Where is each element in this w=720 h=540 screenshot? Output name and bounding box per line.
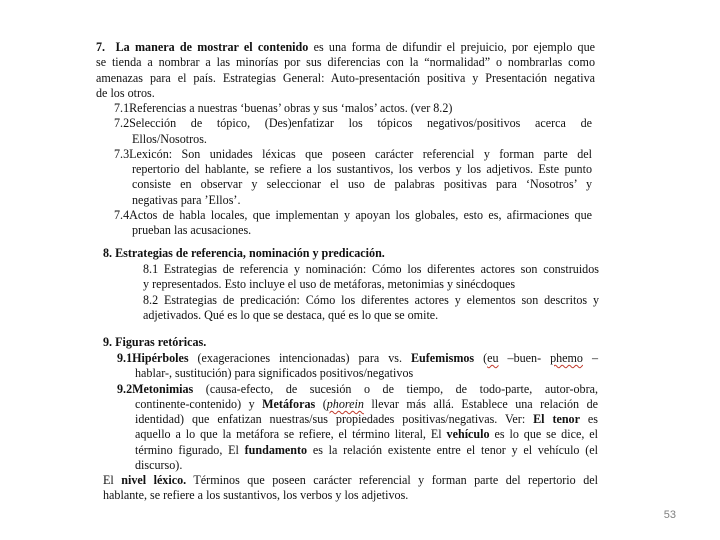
term-metaforas: Metáforas [262, 396, 316, 411]
s9-line4-b: ( [315, 396, 327, 411]
item-7-3-line4: negativas para ’Ellos’. [132, 192, 241, 207]
section-9 [103, 335, 595, 350]
nivel-line1-rest: Términos que poseen carácter referencial y forman parte del repertorio del [186, 473, 598, 487]
s9-line7-b: es la relación existente entre el tenor y el vehículo (el [307, 442, 598, 457]
s9-line4-c: llevar más allá. Establece una relación de [363, 396, 598, 411]
s9-line5 [117, 412, 598, 427]
word-phorein: phorein [326, 396, 364, 411]
s7-intro-rest: es una forma de difundir el prejuicio, por ejemplo que [308, 40, 596, 54]
s8-line2: y representados. Esto incluye el uso de metáforas, metonimias y sinécdoques [143, 277, 516, 292]
s9-line7 [117, 443, 598, 458]
term-eufemismos: Eufemismos [410, 351, 475, 365]
page-number: 53 [663, 509, 676, 521]
nivel-lexico [103, 473, 598, 504]
s9-items [117, 351, 598, 473]
nivel-prefix: El [103, 473, 122, 487]
section-8 [103, 246, 595, 261]
item-7-2-line1: 7.2Selección de tópico, (Des)enfatizar los tópicos negativos/positivos acerca de [114, 116, 592, 131]
term-hiperboles: Hipérboles [132, 351, 189, 365]
s9-line1-c: –buen- [498, 351, 551, 365]
s9-line6-b: es lo que se dice, el [489, 427, 598, 442]
s7-number: 7. [96, 40, 106, 54]
section-7 [96, 40, 595, 101]
s8-line4: adjetivados. Qué es lo que se destaca, qué es lo que se omite. [143, 307, 439, 322]
s7-title: La manera de mostrar el contenido [115, 40, 309, 54]
s8-title [103, 246, 595, 261]
s9-title [103, 335, 595, 350]
s9-line1-a: (exageraciones intencionadas) para vs. [188, 351, 411, 365]
term-vehiculo: vehículo [446, 427, 490, 442]
term-nivel-lexico: nivel léxico. [121, 473, 187, 487]
term-tenor: El tenor [533, 412, 580, 427]
item-7-4-line2: prueban las acusaciones. [132, 223, 252, 238]
item-9-1-number: 9.1 [117, 351, 133, 365]
s9-line2: hablar-, sustitución) para significados positivos/negativos [135, 366, 414, 381]
s8-line3: 8.2 Estrategias de predicación: Cómo los diferentes actores y elementos son descritos y [143, 292, 599, 307]
s9-line6 [117, 427, 598, 442]
s9-line6-a: aquello a lo que la metáfora se refiere, el término literal, El [135, 427, 447, 442]
s9-line4-a: continente-contenido) y [135, 396, 263, 411]
s7-intro-line1 [96, 40, 595, 55]
s7-intro-line2: se tienda a nombrar a las minorías por sus diferencias con la “normalidad” o nombrarlas como [96, 55, 595, 70]
item-7-3-line2: repertorio del hablante, se refiere a los sustantivos, los verbos y los adjetivos. Este punto [132, 162, 592, 177]
term-fundamento: fundamento [244, 442, 308, 457]
s8-line1: 8.1 Estrategias de referencia y nominación: Cómo los diferentes actores son construidos [143, 262, 599, 276]
item-7-3-line1: 7.3Lexicón: Son unidades léxicas que poseen carácter referencial y forman parte del [114, 146, 592, 161]
s9-line3-a: (causa-efecto, de sucesión o de tiempo, de todo-parte, autor-obra, [193, 381, 598, 396]
item-7-3-line3: consiste en observar y seleccionar el uso de palabras positivas para ‘Nosotros’ y [132, 177, 592, 192]
item-7-4-line1: 7.4Actos de habla locales, que implementan y apoyan los globales, esto es, afirmaciones que [114, 208, 592, 223]
nivel-line2: hablante, se refiere a los sustantivos, los verbos y los adjetivos. [103, 488, 409, 503]
item-7-2-line2: Ellos/Nosotros. [132, 131, 207, 146]
s9-line5-a: identidad) que enfatizan nuestras/sus propiedades positivas/negativas. Ver: [135, 412, 534, 427]
s9-line3 [117, 382, 598, 397]
s9-line1-b: ( [474, 351, 488, 365]
nivel-line1 [103, 473, 598, 488]
s9-title-text: 9. Figuras retóricas. [103, 335, 207, 349]
s9-line5-b: es [579, 412, 598, 427]
s8-items [143, 262, 599, 323]
s8-title-text: 8. Estrategias de referencia, nominación y predicación. [103, 246, 385, 260]
s7-intro-line4: de los otros. [96, 85, 155, 100]
s7-intro-line3: amenazas para el país. Estrategias General: Auto-presentación positiva y Presentación negativa [96, 70, 595, 85]
s7-items [114, 101, 592, 239]
word-phemo: phemo [550, 351, 583, 365]
term-metonimias: Metonimias [132, 381, 194, 396]
s9-line1 [117, 351, 598, 366]
s9-line7-a: término figurado, El [135, 442, 245, 457]
s9-line8: discurso). [135, 458, 183, 473]
word-eu: eu [487, 351, 499, 365]
s9-line4 [117, 397, 598, 412]
s9-line1-d: – [582, 351, 598, 365]
item-9-2-number: 9.2 [117, 381, 133, 396]
item-7-1: 7.1Referencias a nuestras ‘buenas’ obras y sus ‘malos’ actos. (ver 8.2) [114, 101, 453, 115]
